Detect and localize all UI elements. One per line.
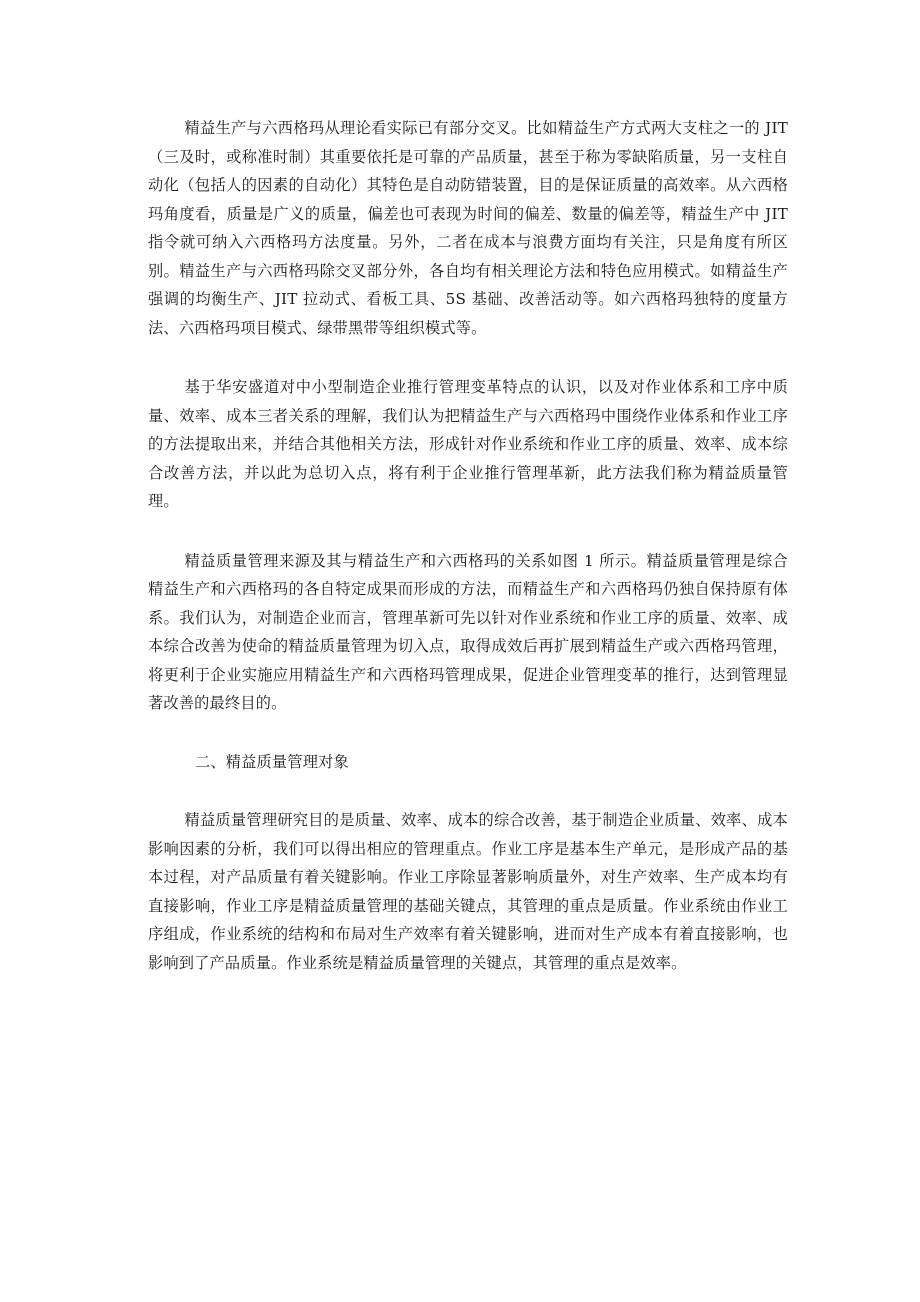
section-heading: 二、精益质量管理对象	[195, 752, 349, 771]
paragraph-management-object: 精益质量管理研究目的是质量、效率、成本的综合改善，基于制造企业质量、效率、成本影响因素的分析，我们可以得出相应的管理重点。作业工序是基本生产单元，是形成产品的基本过程，对产品质量有着关键影响。作业工序除显著影响质量外，对生产效率、生产成本均有直接影响，作业工序是精益质量管理的基础关键点，其管理的重点是质量。作业系统由作业工序组成，作业系统的结构和布局对生产效率有着关键影响，进而对生产成本有着直接影响，也影响到了产品质量。作业系统是精益质量管理的关键点，其管理的重点是效率。	[148, 811, 788, 972]
paragraph-lean-quality-origin: 精益质量管理来源及其与精益生产和六西格玛的关系如图 1 所示。精益质量管理是综合精益生产和六西格玛的各自特定成果而形成的方法，而精益生产和六西格玛仍独自保持原有体系。我们认为，对制造企业而言，管理革新可先以针对作业系统和作业工序的质量、效率、成本综合改善为使命的精益质量管理为切入点，取得成效后再扩展到精益生产或六西格玛管理，将更利于企业实施应用精益生产和六西格玛管理成果，促进企业管理变革的推行，达到管理显著改善的最终目的。	[148, 551, 788, 712]
document-page	[148, 114, 788, 977]
paragraph-lean-quality-definition: 基于华安盛道对中小型制造企业推行管理变革特点的认识，以及对作业体系和工序中质量、效率、成本三者关系的理解，我们认为把精益生产与六西格玛中围绕作业体系和作业工序的方法提取出来，并结合其他相关方法，形成针对作业系统和作业工序的质量、效率、成本综合改善方法，并以此为总切入点，将有利于企业推行管理革新，此方法我们称为精益质量管理。	[148, 378, 788, 510]
paragraph-lean-six-sigma-overlap: 精益生产与六西格玛从理论看实际已有部分交叉。比如精益生产方式两大支柱之一的 JIT（三及时，或称准时制）其重要依托是可靠的产品质量，甚至于称为零缺陷质量，另一支柱自动化（包括人的因素的自动化）其特色是自动防错装置，目的是保证质量的高效率。从六西格玛角度看，质量是广义的质量，偏差也可表现为时间的偏差、数量的偏差等，精益生产中 JIT 指令就可纳入六西格玛方法度量。另外，二者在成本与浪费方面均有关注，只是角度有所区别。精益生产与六西格玛除交叉部分外，各自均有相关理论方法和特色应用模式。如精益生产强调的均衡生产、JIT 拉动式、看板工具、5S 基础、改善活动等。如六西格玛独特的度量方法、六西格玛项目模式、绿带黑带等组织模式等。	[148, 119, 788, 337]
